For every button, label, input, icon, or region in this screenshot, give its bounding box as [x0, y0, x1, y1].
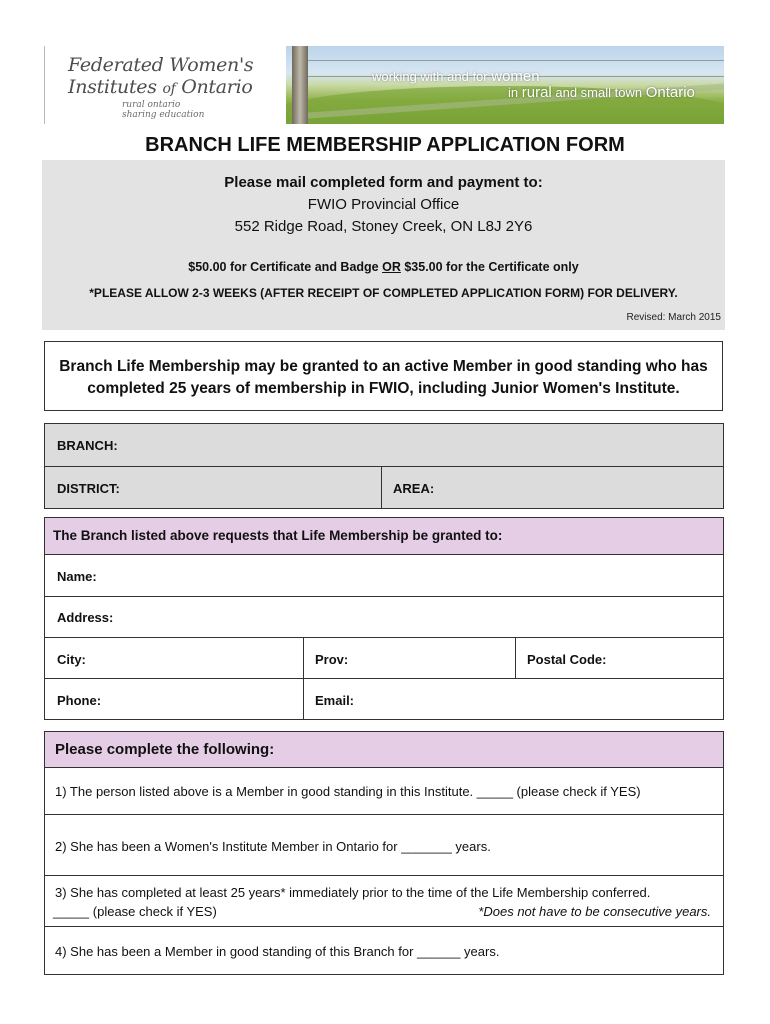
- eligibility-text: Branch Life Membership may be granted to an active Member in good standing who has completed 25 years of membership in FWIO, including Junior Women's Institute.: [59, 358, 708, 397]
- logo-line-1: Federated Women's: [68, 54, 254, 76]
- banner-fence-post: [292, 46, 308, 124]
- city-field[interactable]: City:: [57, 652, 86, 667]
- address-field[interactable]: Address:: [57, 610, 114, 625]
- name-field[interactable]: Name:: [57, 569, 97, 584]
- divider: [45, 875, 723, 876]
- divider: [303, 637, 304, 720]
- postal-code-field[interactable]: Postal Code:: [527, 652, 607, 667]
- questions-table: [44, 731, 724, 975]
- divider: [45, 926, 723, 927]
- price-info: $50.00 for Certificate and Badge OR $35.00 for the Certificate only: [188, 260, 579, 274]
- revised-date: Revised: March 2015: [626, 312, 721, 323]
- divider: [45, 814, 723, 815]
- question-2[interactable]: 2) She has been a Women's Institute Member in Ontario for _______ years.: [55, 839, 491, 854]
- divider: [45, 767, 723, 768]
- questions-heading: Please complete the following:: [55, 741, 275, 758]
- banner-tagline-2: in rural and small town Ontario: [508, 84, 695, 101]
- logo-tagline: rural ontario sharing education: [122, 100, 205, 120]
- form-title: BRANCH LIFE MEMBERSHIP APPLICATION FORM: [145, 134, 625, 156]
- question-3-check[interactable]: _____ (please check if YES): [53, 904, 217, 919]
- divider: [45, 466, 723, 467]
- delivery-note: *PLEASE ALLOW 2-3 WEEKS (AFTER RECEIPT OF COMPLETED APPLICATION FORM) FOR DELIVERY.: [89, 286, 678, 300]
- nominee-header: [45, 518, 723, 554]
- nominee-table: [44, 517, 724, 720]
- banner-wire: [308, 60, 724, 61]
- divider: [45, 554, 723, 555]
- eligibility-box: [44, 341, 723, 411]
- questions-header: [45, 732, 723, 767]
- mailing-info-box: [42, 160, 725, 330]
- logo-line-2: Institutes of Ontario: [68, 76, 253, 98]
- banner-tagline-1: working with and for women: [372, 68, 540, 85]
- divider: [45, 637, 723, 638]
- divider: [381, 466, 382, 508]
- phone-field[interactable]: Phone:: [57, 693, 102, 708]
- question-4[interactable]: 4) She has been a Member in good standing of this Branch for ______ years.: [55, 944, 500, 959]
- nominee-heading: The Branch listed above requests that Life Membership be granted to:: [53, 528, 503, 543]
- question-1[interactable]: 1) The person listed above is a Member in good standing in this Institute. _____ (please check if YES): [55, 784, 641, 799]
- question-3-note: *Does not have to be consecutive years.: [478, 904, 711, 919]
- mailing-heading: Please mail completed form and payment to:: [224, 174, 543, 191]
- divider: [45, 678, 723, 679]
- question-3[interactable]: 3) She has completed at least 25 years* immediately prior to the time of the Life Membership conferred.: [55, 885, 651, 900]
- district-field[interactable]: DISTRICT:: [57, 481, 120, 496]
- area-field[interactable]: AREA:: [393, 481, 435, 496]
- email-field[interactable]: Email:: [315, 693, 355, 708]
- header-banner: [286, 46, 724, 124]
- divider: [45, 596, 723, 597]
- logo-divider: [44, 46, 45, 124]
- mailing-address: 552 Ridge Road, Stoney Creek, ON L8J 2Y6: [234, 218, 533, 235]
- fwio-logo: [66, 52, 276, 120]
- branch-field[interactable]: BRANCH:: [57, 438, 118, 453]
- branch-table: [44, 423, 724, 509]
- mailing-organization: FWIO Provincial Office: [307, 196, 460, 213]
- prov-field[interactable]: Prov:: [315, 652, 349, 667]
- divider: [515, 637, 516, 678]
